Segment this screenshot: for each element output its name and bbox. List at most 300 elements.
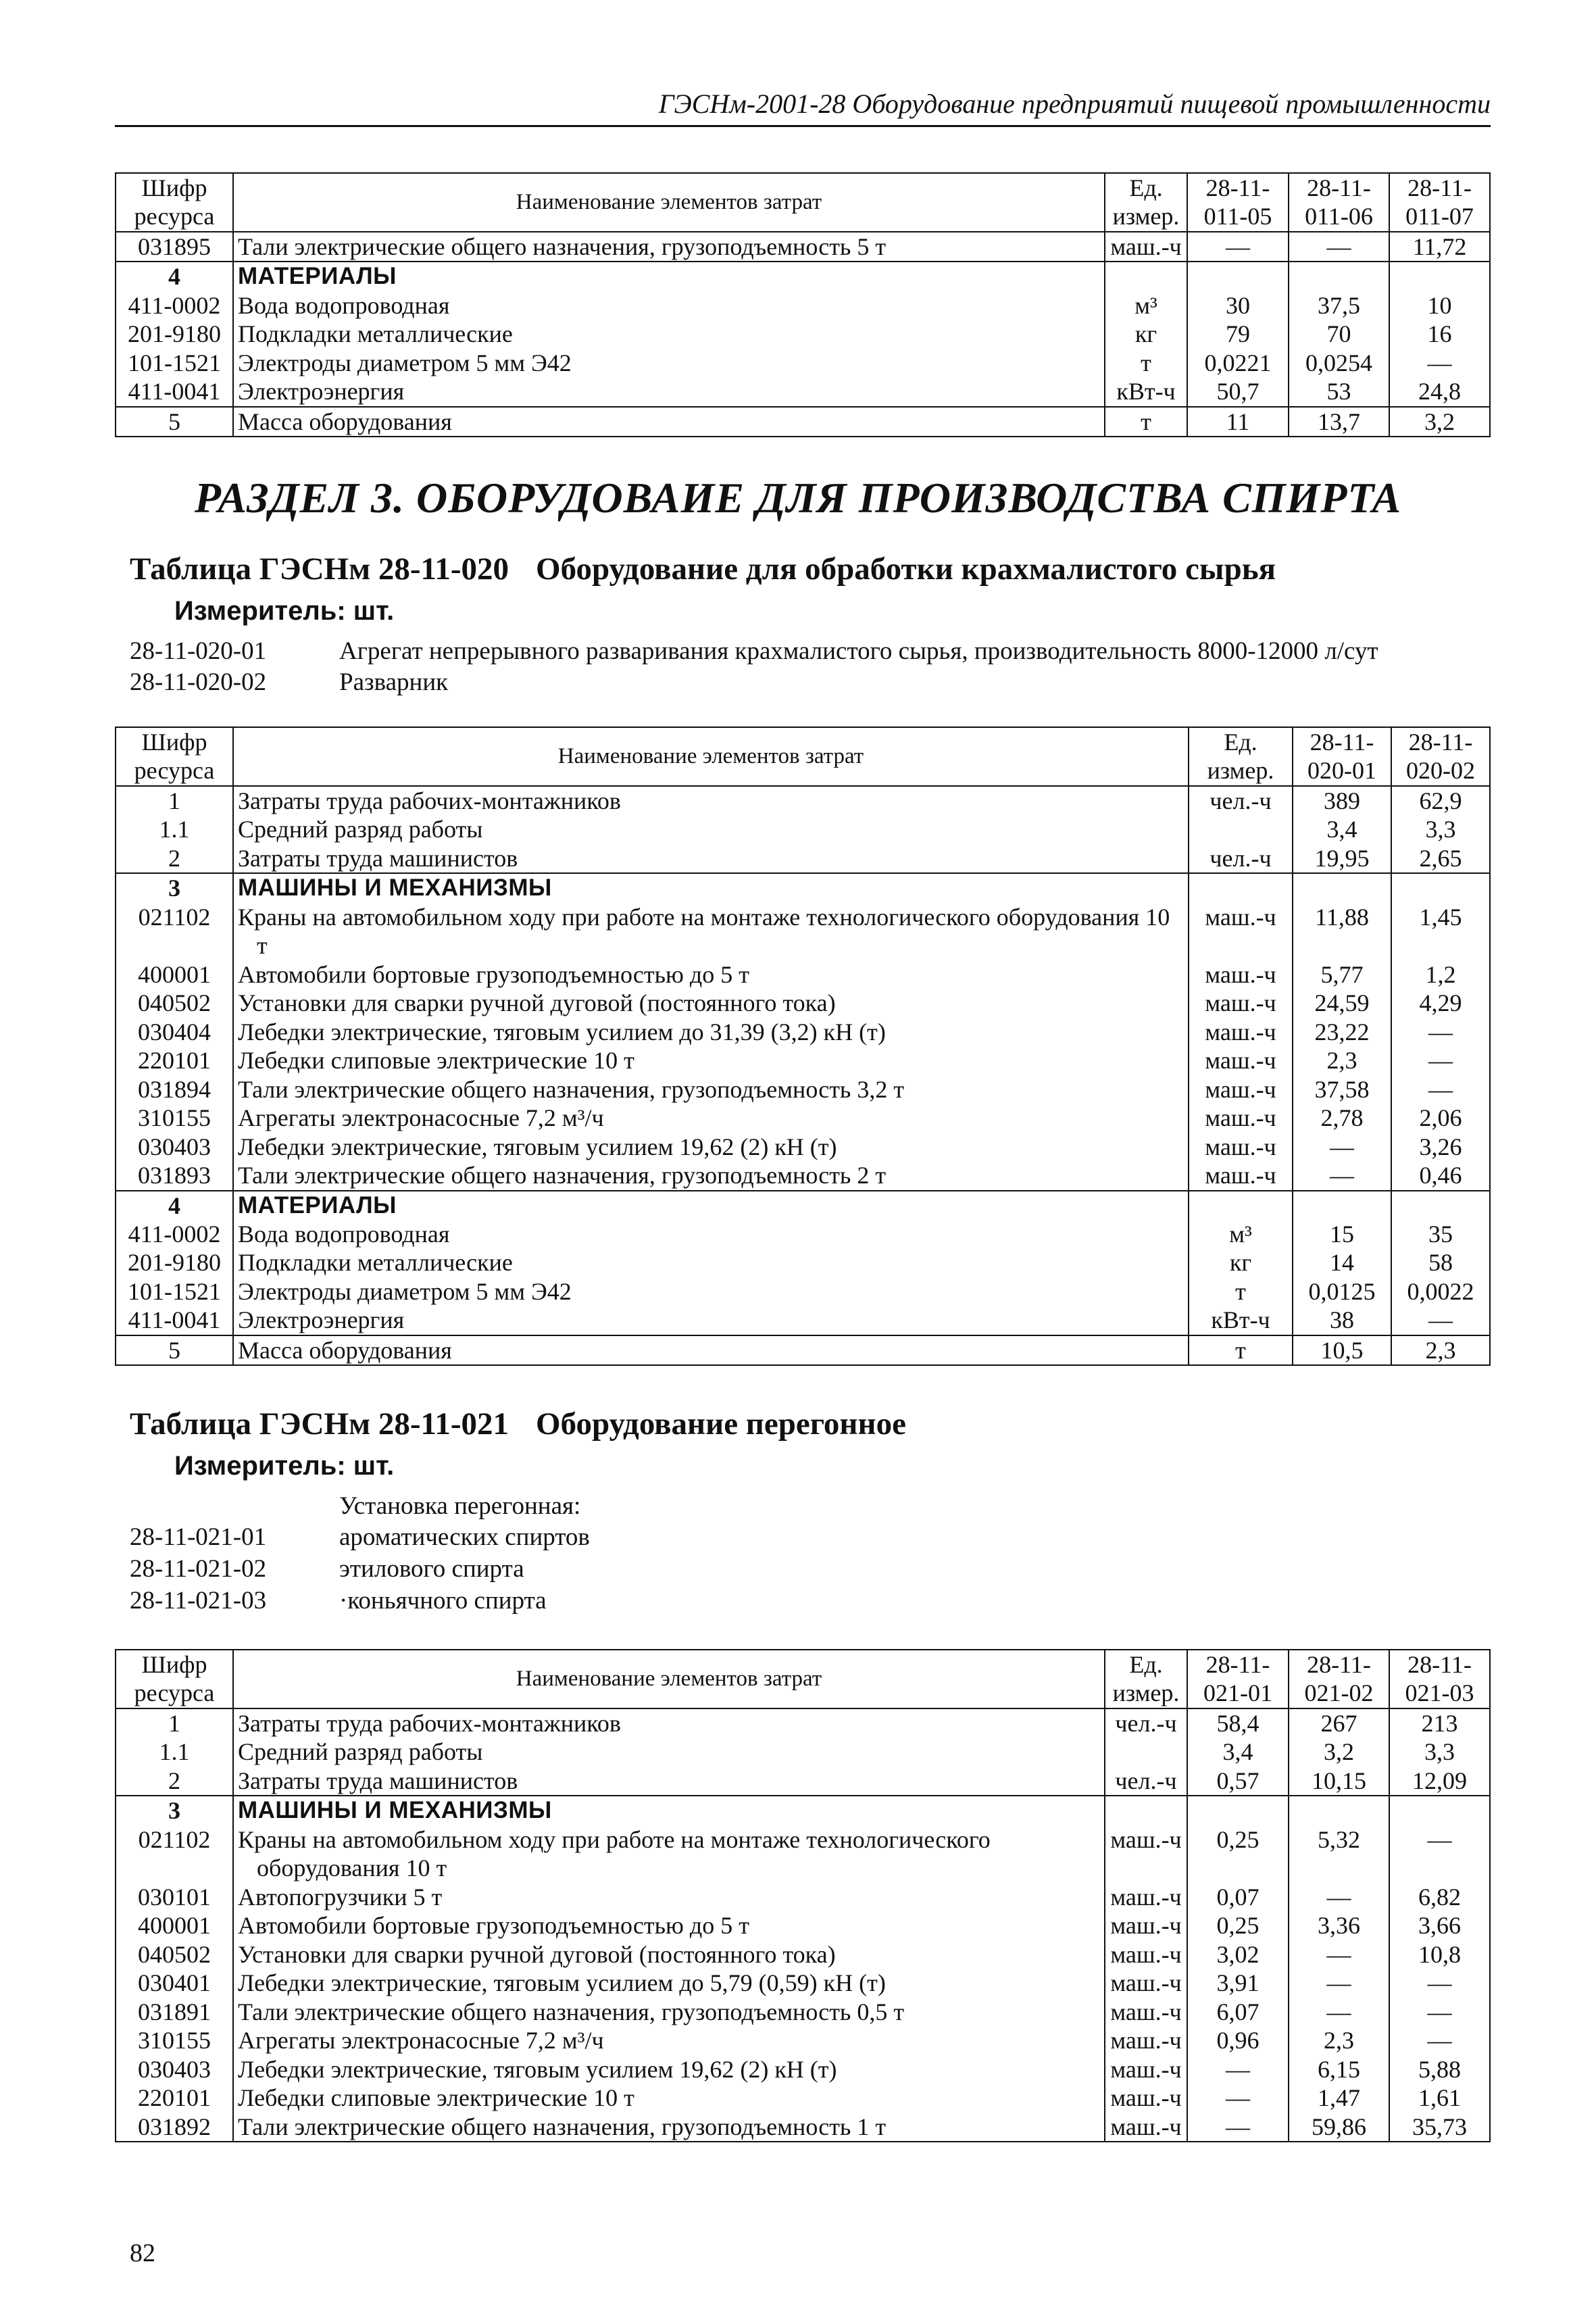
cost-element-name: Электроды диаметром 5 мм Э42	[233, 349, 1105, 377]
unit	[1189, 1191, 1293, 1220]
table-header	[116, 727, 1490, 786]
norm-value: 1,61	[1389, 2084, 1490, 2112]
norm-value: 11,72	[1389, 232, 1490, 262]
table-row	[116, 1796, 1490, 1825]
norm-value: —	[1389, 1969, 1490, 1997]
unit	[1189, 815, 1293, 843]
unit: маш.-ч	[1189, 1161, 1293, 1190]
norm-value: —	[1389, 1825, 1490, 1883]
item-code: 28-11-020-02	[130, 668, 267, 696]
cost-element-name: Электроэнергия	[233, 1306, 1189, 1335]
norm-value: —	[1289, 1883, 1389, 1911]
cost-element-name: МАТЕРИАЛЫ	[233, 262, 1105, 291]
norm-value	[1389, 1796, 1490, 1825]
resource-code: 2	[116, 1767, 233, 1796]
cost-element-name: Автомобили бортовые грузоподъемностью до 5 т	[233, 960, 1189, 989]
norm-value: 5,88	[1389, 2055, 1490, 2084]
item-code: 28-11-021-03	[130, 1587, 267, 1615]
norm-value: 10,5	[1293, 1335, 1391, 1365]
col-norm-header: 28-11-021-02	[1289, 1650, 1389, 1708]
resource-code: 101-1521	[116, 349, 233, 377]
col-name-header: Наименование элементов затрат	[233, 173, 1105, 232]
table-row	[116, 1277, 1490, 1306]
norm-value: 35,73	[1389, 2113, 1490, 2142]
unit: чел.-ч	[1189, 844, 1293, 873]
norm-value	[1391, 873, 1490, 902]
unit: маш.-ч	[1105, 2084, 1187, 2112]
norm-value: 37,5	[1289, 291, 1389, 320]
norm-value: 0,0254	[1289, 349, 1389, 377]
table-28-11-020	[115, 727, 1491, 1366]
norm-value: 79	[1187, 320, 1289, 348]
cost-element-name: Краны на автомобильном ходу при работе на монтаже технологического оборудования 10 т	[233, 1825, 1105, 1883]
cost-element-name: Лебедки электрические, тяговым усилием 19,62 (2) кН (т)	[233, 2055, 1105, 2084]
col-name-header: Наименование элементов затрат	[233, 1650, 1105, 1708]
cost-element-name: Лебедки электрические, тяговым усилием до 5,79 (0,59) кН (т)	[233, 1969, 1105, 1997]
table2-item	[130, 637, 1378, 666]
resource-code: 5	[116, 407, 233, 437]
norm-value: 2,3	[1293, 1046, 1391, 1075]
resource-code: 021102	[116, 903, 233, 960]
norm-value: 50,7	[1187, 377, 1289, 406]
col-code-header: Шифр ресурса	[116, 727, 233, 786]
norm-value: 0,07	[1187, 1883, 1289, 1911]
resource-code: 3	[116, 1796, 233, 1825]
unit: т	[1189, 1277, 1293, 1306]
table-row	[116, 1940, 1490, 1969]
table-row	[116, 903, 1490, 960]
cost-element-name: Установки для сварки ручной дуговой (постоянного тока)	[233, 989, 1189, 1017]
cost-element-name: Масса оборудования	[233, 1335, 1189, 1365]
unit: маш.-ч	[1105, 2055, 1187, 2084]
cost-element-name: Лебедки электрические, тяговым усилием до 31,39 (3,2) кН (т)	[233, 1018, 1189, 1046]
norm-value: —	[1389, 349, 1490, 377]
norm-value: 267	[1289, 1708, 1389, 1738]
cost-element-name: Электроды диаметром 5 мм Э42	[233, 1277, 1189, 1306]
col-code-header: Шифр ресурса	[116, 173, 233, 232]
unit: чел.-ч	[1105, 1767, 1187, 1796]
resource-code: 2	[116, 844, 233, 873]
resource-code: 411-0002	[116, 1220, 233, 1248]
table3-title	[130, 1406, 906, 1442]
unit: маш.-ч	[1105, 1911, 1187, 1940]
col-norm-header: 28-11-021-01	[1187, 1650, 1289, 1708]
resource-code: 040502	[116, 1940, 233, 1969]
unit: маш.-ч	[1105, 1969, 1187, 1997]
norm-value: 38	[1293, 1306, 1391, 1335]
norm-value: —	[1391, 1075, 1490, 1104]
norm-value: 6,07	[1187, 1998, 1289, 2026]
norm-value: 70	[1289, 320, 1389, 348]
item-code: 28-11-020-01	[130, 637, 267, 665]
unit: кВт-ч	[1189, 1306, 1293, 1335]
norm-value: 35	[1391, 1220, 1490, 1248]
norm-value: —	[1187, 2055, 1289, 2084]
resource-code: 411-0041	[116, 377, 233, 406]
norm-value: 0,25	[1187, 1911, 1289, 1940]
section-title: РАЗДЕЛ 3. ОБОРУДОВАИЕ ДЛЯ ПРОИЗВОДСТВА СПИРТА	[194, 474, 1402, 522]
table-row	[116, 1104, 1490, 1132]
norm-value: 23,22	[1293, 1018, 1391, 1046]
table-row	[116, 1133, 1490, 1161]
unit: маш.-ч	[1189, 1046, 1293, 1075]
item-text: этилового спирта	[339, 1555, 524, 1583]
col-norm-header: 28-11-020-02	[1391, 727, 1490, 786]
col-norm-header: 28-11-021-03	[1389, 1650, 1490, 1708]
norm-value: 3,02	[1187, 1940, 1289, 1969]
norm-value: —	[1389, 2026, 1490, 2054]
norm-value: 3,2	[1389, 407, 1490, 437]
norm-value: 213	[1389, 1708, 1490, 1738]
unit: т	[1105, 407, 1187, 437]
cost-element-name: Агрегаты электронасосные 7,2 м³/ч	[233, 1104, 1189, 1132]
norm-value: 5,77	[1293, 960, 1391, 989]
cost-element-name: Затраты труда рабочих-монтажников	[233, 1708, 1105, 1738]
norm-value: 0,0221	[1187, 349, 1289, 377]
unit: т	[1105, 349, 1187, 377]
unit: м³	[1189, 1220, 1293, 1248]
table-body	[116, 1708, 1490, 2142]
item-text: ·коньячного спирта	[339, 1587, 547, 1615]
table-28-11-021	[115, 1649, 1491, 2142]
table-row	[116, 989, 1490, 1017]
col-unit-header: Ед. измер.	[1105, 1650, 1187, 1708]
norm-value: 58,4	[1187, 1708, 1289, 1738]
table-row	[116, 1306, 1490, 1335]
cost-element-name: Автопогрузчики 5 т	[233, 1883, 1105, 1911]
norm-value: 5,32	[1289, 1825, 1389, 1883]
norm-value: 15	[1293, 1220, 1391, 1248]
cost-element-name: МАТЕРИАЛЫ	[233, 1191, 1189, 1220]
norm-value: —	[1187, 2084, 1289, 2112]
cost-element-name: Электроэнергия	[233, 377, 1105, 406]
resource-code: 411-0041	[116, 1306, 233, 1335]
table-body	[116, 232, 1490, 437]
norm-value: 10,8	[1389, 1940, 1490, 1969]
norm-value: 0,0022	[1391, 1277, 1490, 1306]
unit: маш.-ч	[1189, 989, 1293, 1017]
norm-value: 24,8	[1389, 377, 1490, 406]
table-row	[116, 262, 1490, 291]
resource-code: 220101	[116, 1046, 233, 1075]
unit	[1105, 1738, 1187, 1766]
table3-item	[130, 1586, 547, 1615]
norm-value: 12,09	[1389, 1767, 1490, 1796]
cost-element-name: Автомобили бортовые грузоподъемностью до 5 т	[233, 1911, 1105, 1940]
norm-value: 3,91	[1187, 1969, 1289, 1997]
resource-code: 5	[116, 1335, 233, 1365]
cost-element-name: Вода водопроводная	[233, 1220, 1189, 1248]
norm-value	[1391, 1191, 1490, 1220]
cost-element-name: Тали электрические общего назначения, грузоподъемность 0,5 т	[233, 1998, 1105, 2026]
norm-value: 2,3	[1391, 1335, 1490, 1365]
norm-value: 3,3	[1391, 815, 1490, 843]
resource-code: 031891	[116, 1998, 233, 2026]
norm-value: 62,9	[1391, 786, 1490, 815]
cost-element-name: Лебедки слиповые электрические 10 т	[233, 1046, 1189, 1075]
table-row	[116, 320, 1490, 348]
norm-value: —	[1289, 1940, 1389, 1969]
norm-value: —	[1389, 1998, 1490, 2026]
item-text: ароматических спиртов	[339, 1523, 590, 1551]
norm-value: 13,7	[1289, 407, 1389, 437]
norm-value: 53	[1289, 377, 1389, 406]
resource-code: 201-9180	[116, 320, 233, 348]
norm-value: 59,86	[1289, 2113, 1389, 2142]
norm-value: 3,3	[1389, 1738, 1490, 1766]
norm-value	[1289, 262, 1389, 291]
table-row	[116, 960, 1490, 989]
resource-code: 031894	[116, 1075, 233, 1104]
table-row	[116, 1018, 1490, 1046]
running-title: ГЭСНм-2001-28 Оборудование предприятий пищевой промышленности	[658, 89, 1491, 119]
table-row	[116, 1220, 1490, 1248]
resource-code: 1	[116, 1708, 233, 1738]
table-row	[116, 786, 1490, 815]
resource-code: 1.1	[116, 1738, 233, 1766]
norm-value: 10,15	[1289, 1767, 1389, 1796]
resource-code: 031893	[116, 1161, 233, 1190]
norm-value: —	[1293, 1161, 1391, 1190]
unit: маш.-ч	[1105, 2026, 1187, 2054]
table-row	[116, 1911, 1490, 1940]
norm-value: 19,95	[1293, 844, 1391, 873]
page-number: 82	[130, 2239, 155, 2267]
table-row	[116, 1767, 1490, 1796]
cost-element-name: Установки для сварки ручной дуговой (постоянного тока)	[233, 1940, 1105, 1969]
table-row	[116, 1738, 1490, 1766]
cost-element-name: Вода водопроводная	[233, 291, 1105, 320]
norm-value: —	[1391, 1018, 1490, 1046]
table-row	[116, 1335, 1490, 1365]
norm-value: 4,29	[1391, 989, 1490, 1017]
col-norm-header: 28-11-011-06	[1289, 173, 1389, 232]
unit	[1105, 262, 1187, 291]
cost-element-name: Подкладки металлические	[233, 1248, 1189, 1277]
cost-element-name: Масса оборудования	[233, 407, 1105, 437]
norm-value: 389	[1293, 786, 1391, 815]
unit: маш.-ч	[1105, 1940, 1187, 1969]
table-row	[116, 291, 1490, 320]
unit: маш.-ч	[1105, 1825, 1187, 1883]
resource-code: 030404	[116, 1018, 233, 1046]
norm-value: 3,4	[1293, 815, 1391, 843]
cost-element-name: Затраты труда машинистов	[233, 844, 1189, 873]
resource-code: 1.1	[116, 815, 233, 843]
cost-element-name: Краны на автомобильном ходу при работе на монтаже технологического оборудования 10 т	[233, 903, 1189, 960]
norm-value: —	[1289, 1969, 1389, 1997]
table3-item	[130, 1523, 590, 1552]
item-code: 28-11-021-01	[130, 1523, 267, 1551]
table-row	[116, 1969, 1490, 1997]
norm-value	[1293, 1191, 1391, 1220]
norm-value: 0,46	[1391, 1161, 1490, 1190]
resource-code: 031895	[116, 232, 233, 262]
unit: маш.-ч	[1105, 232, 1187, 262]
unit: чел.-ч	[1105, 1708, 1187, 1738]
resource-code: 4	[116, 1191, 233, 1220]
table-row	[116, 407, 1490, 437]
unit: м³	[1105, 291, 1187, 320]
norm-value: —	[1391, 1306, 1490, 1335]
table-row	[116, 2026, 1490, 2054]
norm-value: —	[1293, 1133, 1391, 1161]
resource-code: 040502	[116, 989, 233, 1017]
table-row	[116, 2113, 1490, 2142]
norm-value	[1289, 1796, 1389, 1825]
table-row	[116, 1825, 1490, 1883]
resource-code: 220101	[116, 2084, 233, 2112]
norm-value: 3,36	[1289, 1911, 1389, 1940]
norm-value: 0,0125	[1293, 1277, 1391, 1306]
norm-value: 1,45	[1391, 903, 1490, 960]
unit	[1105, 1796, 1187, 1825]
norm-value: 11	[1187, 407, 1289, 437]
norm-value: 10	[1389, 291, 1490, 320]
table-row	[116, 844, 1490, 873]
unit: маш.-ч	[1189, 1133, 1293, 1161]
table2-meter: Измеритель: шт.	[174, 596, 395, 626]
cost-element-name: Затраты труда рабочих-монтажников	[233, 786, 1189, 815]
cost-element-name: Тали электрические общего назначения, грузоподъемность 1 т	[233, 2113, 1105, 2142]
cost-element-name: Средний разряд работы	[233, 1738, 1105, 1766]
table-row	[116, 232, 1490, 262]
norm-value: —	[1391, 1046, 1490, 1075]
norm-value: 11,88	[1293, 903, 1391, 960]
table-row	[116, 349, 1490, 377]
norm-value: 3,4	[1187, 1738, 1289, 1766]
resource-code: 400001	[116, 960, 233, 989]
resource-code: 030401	[116, 1969, 233, 1997]
col-norm-header: 28-11-011-07	[1389, 173, 1490, 232]
norm-value: 2,3	[1289, 2026, 1389, 2054]
table3-name: Оборудование перегонное	[536, 1406, 906, 1442]
table-row	[116, 1708, 1490, 1738]
unit: маш.-ч	[1105, 1883, 1187, 1911]
resource-code: 1	[116, 786, 233, 815]
resource-code: 310155	[116, 2026, 233, 2054]
unit	[1189, 873, 1293, 902]
norm-value: 2,06	[1391, 1104, 1490, 1132]
norm-value: —	[1289, 232, 1389, 262]
table-row	[116, 873, 1490, 902]
unit: маш.-ч	[1189, 903, 1293, 960]
table3-meter: Измеритель: шт.	[174, 1451, 395, 1481]
unit: маш.-ч	[1105, 1998, 1187, 2026]
table3-intro: Установка перегонная:	[339, 1492, 581, 1520]
table-header	[116, 1650, 1490, 1708]
norm-value: 3,2	[1289, 1738, 1389, 1766]
norm-value: —	[1187, 2113, 1289, 2142]
col-unit-header: Ед. измер.	[1105, 173, 1187, 232]
col-unit-header: Ед. измер.	[1189, 727, 1293, 786]
table-row	[116, 1191, 1490, 1220]
resource-code: 030403	[116, 2055, 233, 2084]
table-row	[116, 1161, 1490, 1190]
unit: маш.-ч	[1189, 1075, 1293, 1104]
table-row	[116, 1998, 1490, 2026]
cost-element-name: Затраты труда машинистов	[233, 1767, 1105, 1796]
table2-name: Оборудование для обработки крахмалистого сырья	[536, 551, 1276, 587]
norm-value: 0,57	[1187, 1767, 1289, 1796]
norm-value	[1187, 1796, 1289, 1825]
norm-value: 2,65	[1391, 844, 1490, 873]
resource-code: 4	[116, 262, 233, 291]
col-code-header: Шифр ресурса	[116, 1650, 233, 1708]
table2-code: Таблица ГЭСНм 28-11-020	[130, 551, 509, 587]
cost-element-name: МАШИНЫ И МЕХАНИЗМЫ	[233, 1796, 1105, 1825]
norm-value: —	[1187, 232, 1289, 262]
cost-element-name: Тали электрические общего назначения, грузоподъемность 2 т	[233, 1161, 1189, 1190]
unit: маш.-ч	[1189, 1018, 1293, 1046]
unit: кг	[1105, 320, 1187, 348]
cost-element-name: МАШИНЫ И МЕХАНИЗМЫ	[233, 873, 1189, 902]
norm-value: 1,47	[1289, 2084, 1389, 2112]
norm-value: 58	[1391, 1248, 1490, 1277]
unit: маш.-ч	[1189, 1104, 1293, 1132]
table3-code: Таблица ГЭСНм 28-11-021	[130, 1406, 509, 1442]
unit: маш.-ч	[1105, 2113, 1187, 2142]
resource-code: 030101	[116, 1883, 233, 1911]
resource-code: 201-9180	[116, 1248, 233, 1277]
cost-element-name: Средний разряд работы	[233, 815, 1189, 843]
norm-value: 2,78	[1293, 1104, 1391, 1132]
norm-value	[1187, 262, 1289, 291]
unit: маш.-ч	[1189, 960, 1293, 989]
norm-value: 6,82	[1389, 1883, 1490, 1911]
table-row	[116, 815, 1490, 843]
unit: т	[1189, 1335, 1293, 1365]
table-row	[116, 2084, 1490, 2112]
norm-value	[1389, 262, 1490, 291]
norm-value: 0,25	[1187, 1825, 1289, 1883]
col-name-header: Наименование элементов затрат	[233, 727, 1189, 786]
table-header	[116, 173, 1490, 232]
header-row	[116, 727, 1490, 786]
norm-value: 1,2	[1391, 960, 1490, 989]
norm-value: 16	[1389, 320, 1490, 348]
running-header	[115, 88, 1491, 127]
table-row	[116, 1883, 1490, 1911]
header-row	[116, 173, 1490, 232]
norm-value: 14	[1293, 1248, 1391, 1277]
norm-value: 3,66	[1389, 1911, 1490, 1940]
table-28-11-011	[115, 172, 1491, 437]
cost-element-name: Тали электрические общего назначения, грузоподъемность 3,2 т	[233, 1075, 1189, 1104]
unit: кВт-ч	[1105, 377, 1187, 406]
norm-value: 3,26	[1391, 1133, 1490, 1161]
cost-element-name: Тали электрические общего назначения, грузоподъемность 5 т	[233, 232, 1105, 262]
table3-item	[130, 1554, 524, 1583]
norm-value: 0,96	[1187, 2026, 1289, 2054]
norm-value: 6,15	[1289, 2055, 1389, 2084]
resource-code: 021102	[116, 1825, 233, 1883]
cost-element-name: Лебедки слиповые электрические 10 т	[233, 2084, 1105, 2112]
table2-title	[130, 551, 1276, 587]
table-row	[116, 377, 1490, 406]
norm-value: 24,59	[1293, 989, 1391, 1017]
item-text: Разварник	[339, 668, 449, 696]
col-norm-header: 28-11-020-01	[1293, 727, 1391, 786]
table-row	[116, 2055, 1490, 2084]
norm-value: 37,58	[1293, 1075, 1391, 1104]
resource-code: 030403	[116, 1133, 233, 1161]
norm-value: —	[1289, 1998, 1389, 2026]
cost-element-name: Агрегаты электронасосные 7,2 м³/ч	[233, 2026, 1105, 2054]
col-norm-header: 28-11-011-05	[1187, 173, 1289, 232]
table-row	[116, 1248, 1490, 1277]
resource-code: 3	[116, 873, 233, 902]
